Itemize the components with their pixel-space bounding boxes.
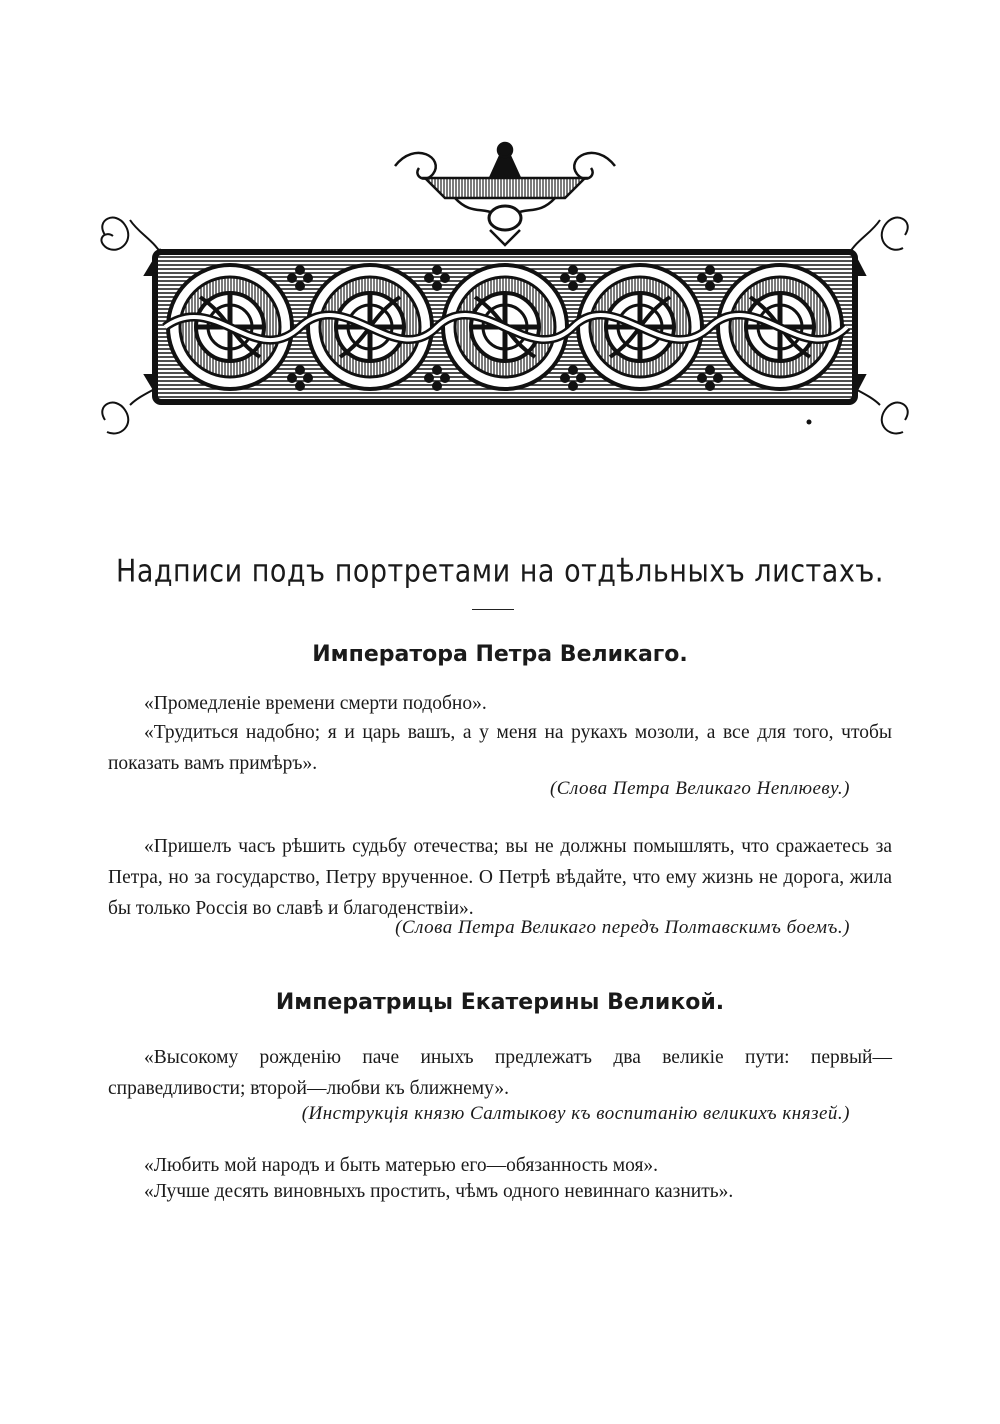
crest-scroll bbox=[395, 143, 615, 245]
quote-catherine-2: «Любить мой народъ и быть матерью его—обязанность моя». bbox=[144, 1154, 659, 1176]
quote-peter-1: «Промедленіе времени смерти подобно». bbox=[144, 692, 487, 714]
quote-peter-3: «Пришелъ часъ рѣшить судьбу отечества; вы не должны помышлять, что сражаетесь за Петра, но за государство, Петру врученное. О Петрѣ вѣдайте, что ему жизнь не дорога, жила бы только Россія во славѣ и благоденствіи». bbox=[108, 835, 892, 920]
section-heading-peter: Императора Петра Великаго. bbox=[312, 642, 688, 667]
quote-catherine-3: «Лучше десять виновныхъ простить, чѣмъ одного невиннаго казнить». bbox=[144, 1180, 734, 1202]
decorative-headpiece-ornament bbox=[95, 140, 915, 450]
page-title: Надписи подъ портретами на отдѣльныхъ листахъ. bbox=[116, 553, 884, 590]
quote-peter-2: «Трудиться надобно; я и царь вашъ, а у меня на рукахъ мозоли, а все для того, чтобы показать вамъ примѣръ». bbox=[108, 721, 892, 775]
source-peter-1: (Слова Петра Великаго Неплюеву.) bbox=[549, 778, 850, 799]
quote-catherine-1: «Высокому рожденію паче иныхъ предлежатъ два великіе пути: первый—справедливости; второй—любви къ ближнему». bbox=[108, 1046, 892, 1100]
section-heading-catherine: Императрицы Екатерины Великой. bbox=[275, 990, 725, 1015]
title-divider bbox=[472, 609, 514, 610]
source-peter-2: (Слова Петра Великаго передъ Полтавскимъ боемъ.) bbox=[395, 917, 850, 938]
source-catherine-1: (Инструкція князю Салтыкову къ воспитанію великихъ князей.) bbox=[301, 1103, 850, 1124]
